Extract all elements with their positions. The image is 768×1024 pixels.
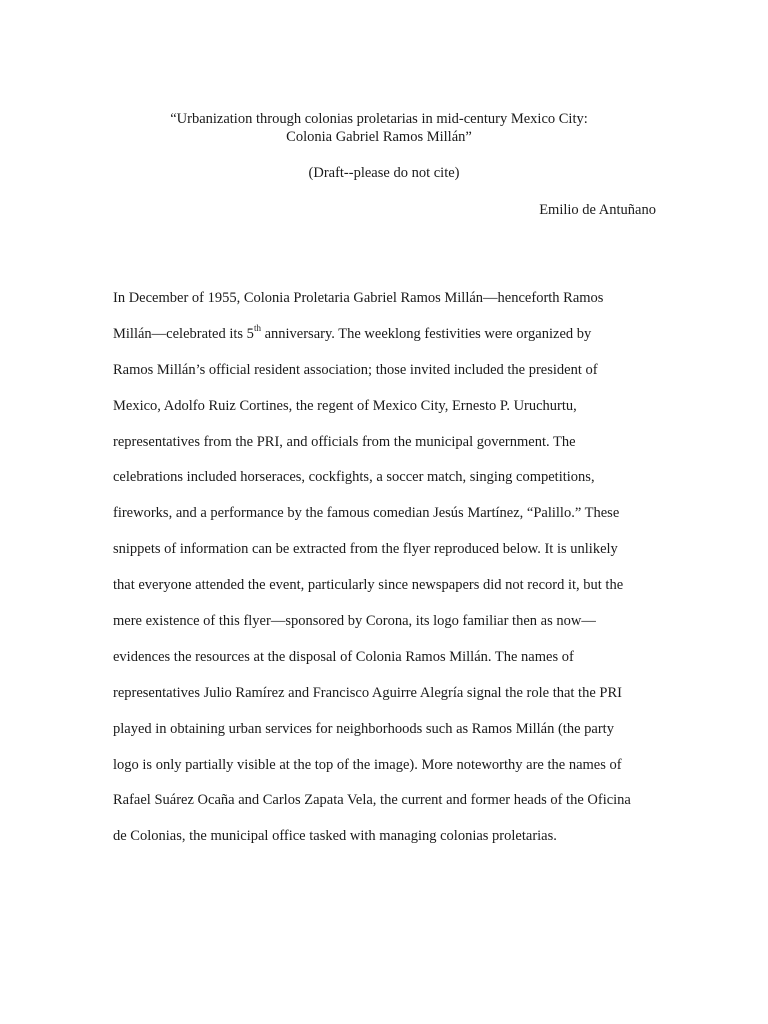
body-line: Rafael Suárez Ocaña and Carlos Zapata Vela, the current and former heads of the Oficina [113,792,631,809]
body-line: fireworks, and a performance by the famous comedian Jesús Martínez, “Palillo.” These [113,505,620,522]
author-name: Emilio de Antuñano [539,202,656,218]
body-line: representatives from the PRI, and officials from the municipal government. The [113,433,576,450]
body-line: de Colonias, the municipal office tasked with managing colonias proletarias. [113,828,557,845]
body-line: evidences the resources at the disposal of Colonia Ramos Millán. The names of [113,648,574,665]
body-line: snippets of information can be extracted from the flyer reproduced below. It is unlikely [113,541,618,558]
body-line: mere existence of this flyer—sponsored by Corona, its logo familiar then as now— [113,613,596,630]
body-line-text: anniversary. The weeklong festivities were organized by [260,325,592,342]
body-line: that everyone attended the event, particularly since newspapers did not record it, but the [113,577,624,594]
body-line: celebrations included horseraces, cockfights, a soccer match, singing competitions, [113,469,595,486]
body-line: Ramos Millán’s official resident association; those invited included the president of [113,361,598,378]
ordinal-superscript: th [253,323,261,334]
title-line-2: Colonia Gabriel Ramos Millán” [286,129,472,145]
body-line: logo is only partially visible at the top of the image). More noteworthy are the names of [113,756,622,773]
body-line: In December of 1955, Colonia Proletaria Gabriel Ramos Millán—henceforth Ramos [113,290,604,306]
body-line: played in obtaining urban services for neighborhoods such as Ramos Millán (the party [113,720,614,737]
title-line-1: “Urbanization through colonias proletarias in mid-century Mexico City: [170,111,588,127]
body-paragraph [113,287,658,861]
body-line [113,323,658,359]
body-line: representatives Julio Ramírez and Francisco Aguirre Alegría signal the role that the PRI [113,684,622,701]
draft-note: (Draft--please do not cite) [308,165,460,181]
paper-title [0,110,768,146]
body-line-text: Millán—celebrated its 5 [113,325,254,342]
body-line: Mexico, Adolfo Ruiz Cortines, the regent of Mexico City, Ernesto P. Uruchurtu, [113,397,577,414]
